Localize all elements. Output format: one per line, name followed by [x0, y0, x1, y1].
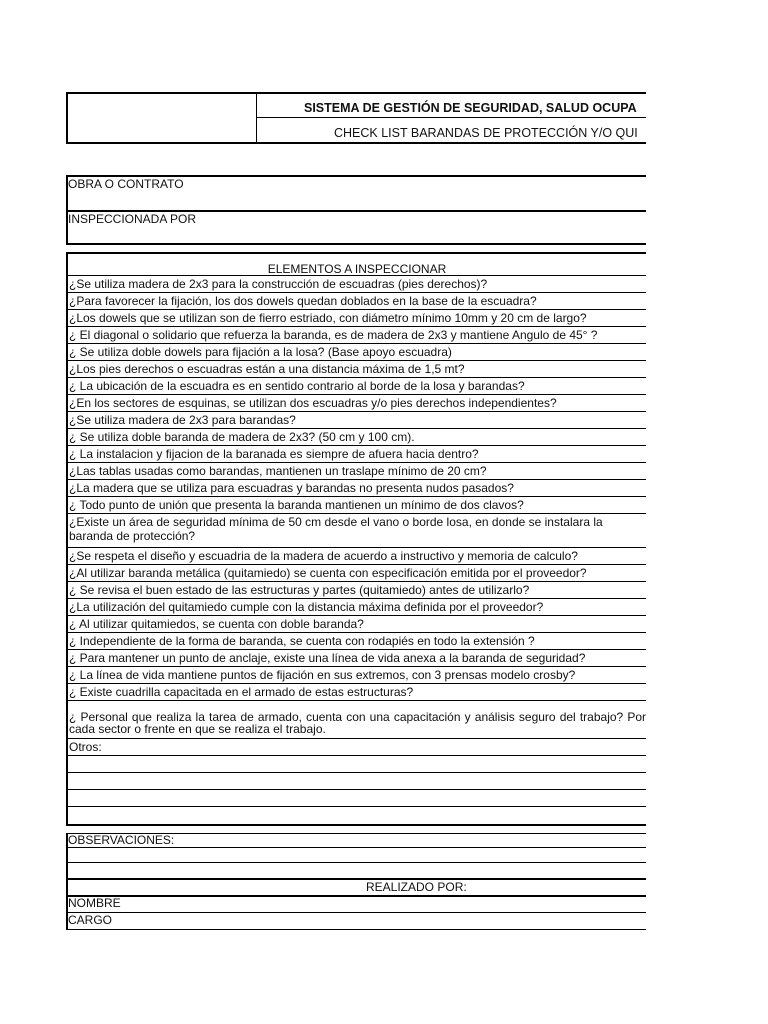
checklist-item: ¿ Se utiliza doble baranda de madera de 2x3? (50 cm y 100 cm). [68, 429, 646, 446]
obra-label: OBRA O CONTRATO [68, 177, 184, 191]
checklist-item: ¿ Se utiliza doble dowels para fijación a la losa? (Base apoyo escuadra) [68, 344, 646, 361]
header-divider [256, 117, 646, 118]
checklist-item: ¿ Personal que realiza la tarea de armado, cuenta con una capacitación y análisis seguro del trabajo? Por cada sector o frente en que se realiza el trabajo. [68, 701, 646, 739]
cargo-label: CARGO [68, 913, 113, 927]
checklist-item: ¿ La ubicación de la escuadra es en sentido contrario al borde de la losa y barandas? [68, 378, 646, 395]
otros-blank-row [68, 756, 646, 773]
checklist-item: ¿Los dowels que se utilizan son de fierro estriado, con diámetro mínimo 10mm y 20 cm de largo? [68, 310, 646, 327]
checklist-item: ¿En los sectores de esquinas, se utilizan dos escuadras y/o pies derechos independientes? [68, 395, 646, 412]
checklist-item: ¿ La línea de vida mantiene puntos de fijación en sus extremos, con 3 prensas modelo crosby? [68, 667, 646, 684]
otros-blank-row [68, 773, 646, 790]
checklist-item: ¿Las tablas usadas como barandas, mantienen un traslape mínimo de 20 cm? [68, 463, 646, 480]
checklist-item: ¿Existe un área de seguridad mínima de 50 cm desde el vano o borde losa, en donde se instalara la baranda de protección? [68, 514, 646, 548]
checklist-item: ¿ El diagonal o solidario que refuerza la baranda, es de madera de 2x3 y mantiene Angulo de 45° ? [68, 327, 646, 344]
checklist-item: ¿Se utiliza madera de 2x3 para la construcción de escuadras (pies derechos)? [68, 276, 646, 293]
firma-line [66, 912, 646, 913]
firma-line [66, 895, 646, 897]
checklist-item: ¿ Existe cuadrilla capacitada en el armado de estas estructuras? [68, 684, 646, 701]
realizado-label: REALIZADO POR: [366, 880, 467, 894]
checklist-item: ¿Los pies derechos o escuadras están a una distancia máxima de 1,5 mt? [68, 361, 646, 378]
obs-line [66, 862, 646, 863]
checklist-item: ¿ Se revisa el buen estado de las estructuras y partes (quitamiedo) antes de utilizarlo? [68, 582, 646, 599]
checklist-item: ¿ Para mantener un punto de anclaje, existe una línea de vida anexa a la baranda de seguridad? [68, 650, 646, 667]
inspection-list [66, 252, 646, 826]
checklist-item: ¿Se respeta el diseño y escuadria de la madera de acuerdo a instructivo y memoria de calculo? [68, 548, 646, 565]
header-box [66, 92, 646, 144]
firma-line [66, 878, 646, 880]
obra-block [66, 175, 646, 245]
logo-cell [68, 94, 257, 142]
otros-label: Otros: [68, 739, 646, 756]
otros-blank-row [68, 790, 646, 807]
checklist-item: ¿ Todo punto de unión que presenta la baranda mantienen un mínimo de dos clavos? [68, 497, 646, 514]
checklist-item: ¿ La instalacion y fijacion de la baranada es siempre de afuera hacia dentro? [68, 446, 646, 463]
checklist-item: ¿La madera que se utiliza para escuadras y barandas no presenta nudos pasados? [68, 480, 646, 497]
firma-line [66, 929, 646, 930]
observaciones-label: OBSERVACIONES: [68, 833, 175, 847]
checklist-item: ¿Al utilizar baranda metálica (quitamiedo) se cuenta con especificación emitida por el proveedor? [68, 565, 646, 582]
document-subtitle: CHECK LIST BARANDAS DE PROTECCIÓN Y/O QUI [334, 126, 638, 140]
inspeccionada-label: INSPECCIONADA POR [68, 212, 197, 226]
document-title: SISTEMA DE GESTIÓN DE SEGURIDAD, SALUD OCUPA [304, 101, 637, 115]
checklist-item: ¿La utilización del quitamiedo cumple con la distancia máxima definida por el proveedor? [68, 599, 646, 616]
checklist-item: ¿ Al utilizar quitamiedos, se cuenta con doble baranda? [68, 616, 646, 633]
otros-blank-row [68, 807, 646, 824]
nombre-label: NOMBRE [68, 896, 121, 910]
checklist-item: ¿Se utiliza madera de 2x3 para barandas? [68, 412, 646, 429]
obs-line [66, 847, 646, 848]
inspection-heading: ELEMENTOS A INSPECCIONAR [68, 254, 646, 276]
checklist-item: ¿Para favorecer la fijación, los dos dowels quedan doblados en la base de la escuadra? [68, 293, 646, 310]
checklist-item: ¿ Independiente de la forma de baranda, se cuenta con rodapiés en todo la extensión ? [68, 633, 646, 650]
